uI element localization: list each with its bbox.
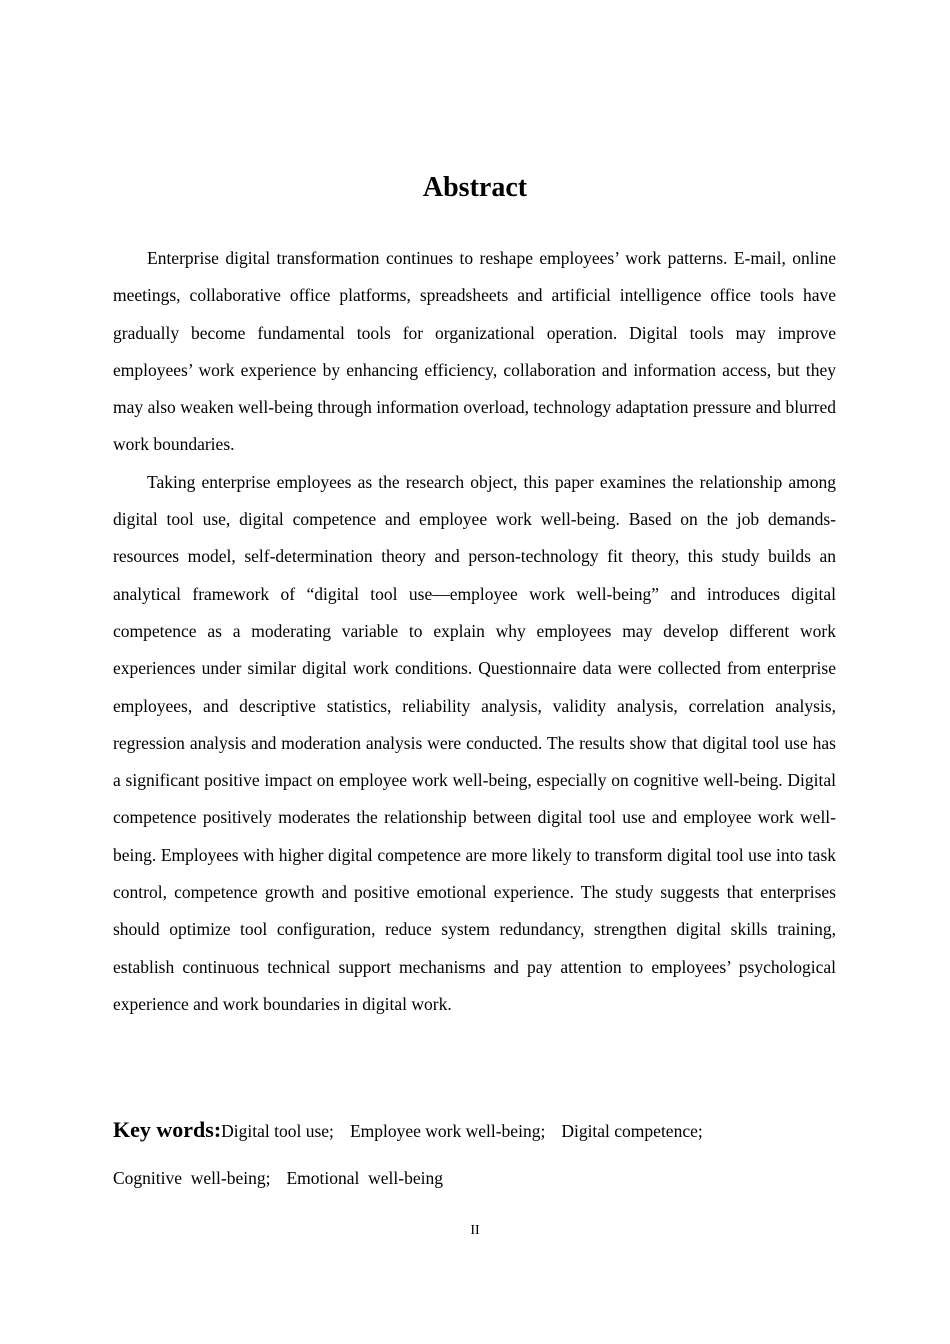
keyword-item: Cognitive well-being; [113, 1168, 271, 1188]
keyword-item: Digital tool use; [221, 1121, 334, 1141]
abstract-body [113, 240, 836, 1023]
keywords-line-1 [113, 1106, 836, 1155]
keyword-item: Employee work well-being; [349, 1121, 546, 1141]
keyword-item: Digital competence; [561, 1121, 703, 1141]
abstract-paragraph-1: Enterprise digital transformation continues to reshape employees’ work patterns. E-mail, online meetings, collaborative office platforms, spreadsheets and artificial intelligence office tools have gradually become fundamental tools for organizational operation. Digital tools may improve employees’ work experience by enhancing efficiency, collaboration and information access, but they may also weaken well-being through information overload, technology adaptation pressure and blurred work boundaries. [113, 248, 836, 455]
abstract-title: Abstract [422, 172, 528, 203]
page-number: II [470, 1223, 480, 1238]
keyword-item: Emotional well-being [286, 1168, 443, 1188]
keywords-line-2 [113, 1155, 836, 1202]
abstract-paragraph-2: Taking enterprise employees as the research object, this paper examines the relationship among digital tool use, digital competence and employee work well-being. Based on the job demands-resources model, self-determination theory and person-technology fit theory, this study builds an analytical framework of “digital tool use—employee work well-being” and introduces digital competence as a moderating variable to explain why employees may develop different work experiences under similar digital work conditions. Questionnaire data were collected from enterprise employees, and descriptive statistics, reliability analysis, validity analysis, correlation analysis, regression analysis and moderation analysis were conducted. The results show that digital tool use has a significant positive impact on employee work well-being, especially on cognitive well-being. Digital competence positively moderates the relationship between digital tool use and employee work well-being. Employees with higher digital competence are more likely to transform digital tool use into task control, competence growth and positive emotional experience. The study suggests that enterprises should optimize tool configuration, reduce system redundancy, strengthen digital skills training, establish continuous technical support mechanisms and pay attention to employees’ psychological experience and work boundaries in digital work. [113, 471, 836, 1014]
keywords-label: Key words: [113, 1117, 222, 1142]
keywords-section [113, 1106, 836, 1202]
